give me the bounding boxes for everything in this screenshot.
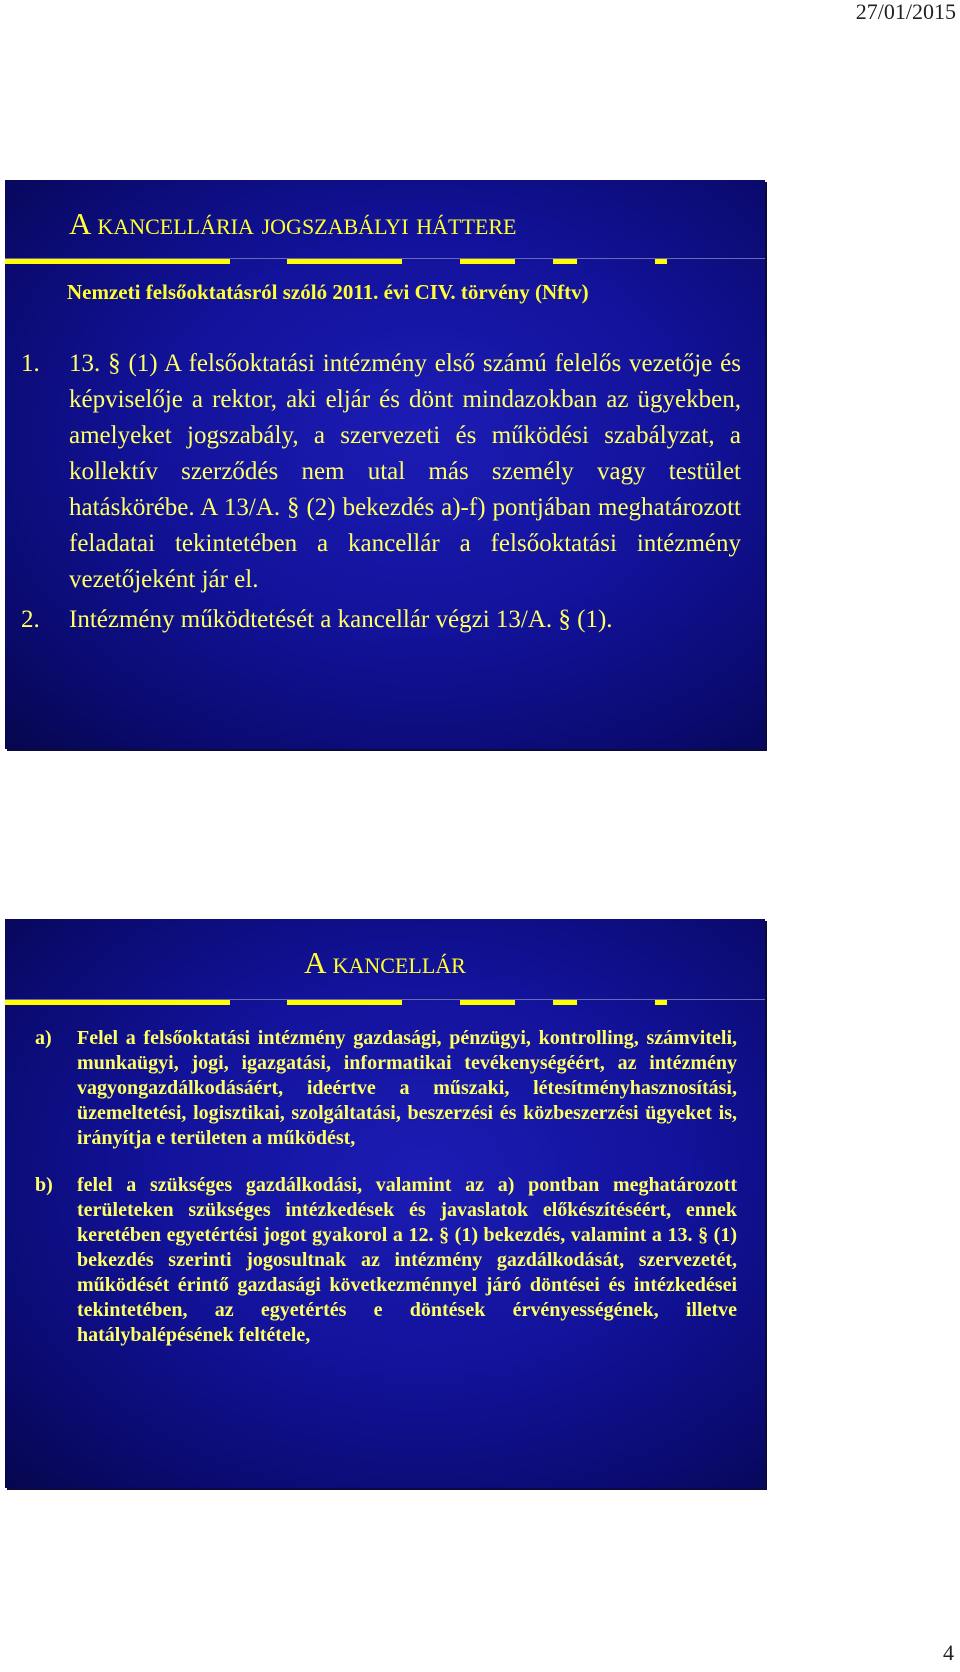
item-text: felel a szükséges gazdálkodási, valamint az a) pontban meghatározott területeken szükséges intézkedések és javaslatok előkészítéséért, ennek keretében egyetértési jogot gyakorol a 12. § (1) bekezdés, valamint a 13. § (1) bekezdés szerinti jogosultnak az intézmény gazdálkodását, szervezetét, működését érintő gazdasági következménnyel járó döntései és intézkedései tekintetében, az egyetértés e döntések érvényességének, illetve hatálybalépésének feltétele,: [77, 1174, 737, 1346]
item-marker: b): [35, 1174, 53, 1196]
item-text: Felel a felsőoktatási intézmény gazdasági, pénzügyi, kontrolling, számviteli, munkaügyi, jogi, igazgatási, informatikai tevékenységéért, az intézmény vagyongazdálkodásáért, ideértve a műszaki, létesítményhasznosítási, üzemeltetési, logisztikai, szolgáltatási, beszerzési és közbeszerzési ügyeket is, irányítja e területen a működést,: [77, 1027, 737, 1149]
title-divider: [5, 258, 765, 264]
slide-legal-background: [5, 180, 765, 749]
slide-title: A kancellária jogszabályi háttere: [69, 206, 517, 241]
slide-subtitle: Nemzeti felsőoktatásról szóló 2011. évi CIV. törvény (Nftv): [67, 280, 589, 304]
slide-body: [21, 346, 741, 638]
item-text: 13. § (1) A felsőoktatási intézmény első számú felelős vezetője és képviselője a rektor, aki eljár és dönt mindazokban az ügyekben, amelyeket jogszabály, a szervezeti és működési szabályzat, a kollektív szerződés nem utal más személy vagy testület hatáskörébe. A 13/A. § (2) bekezdés a)-f) pontjában meghatározott feladatai tekintetében a kancellár a felsőoktatási intézmény vezetőjeként jár el.: [69, 350, 741, 593]
item-number: 1.: [21, 350, 40, 377]
header-date: 27/01/2015: [855, 0, 956, 24]
list-item: [35, 1026, 737, 1151]
slide-body: [35, 1026, 737, 1348]
list-item: [35, 1173, 737, 1348]
page-number: 4: [943, 1640, 954, 1665]
item-number: 2.: [21, 606, 40, 633]
title-divider: [5, 999, 765, 1005]
slide-chancellor: [5, 919, 765, 1488]
slide-title: A kancellár: [304, 945, 466, 980]
item-marker: a): [35, 1027, 52, 1049]
item-text: Intézmény működtetését a kancellár végzi 13/A. § (1).: [69, 606, 613, 633]
list-item: [21, 602, 741, 638]
list-item: [21, 346, 741, 598]
